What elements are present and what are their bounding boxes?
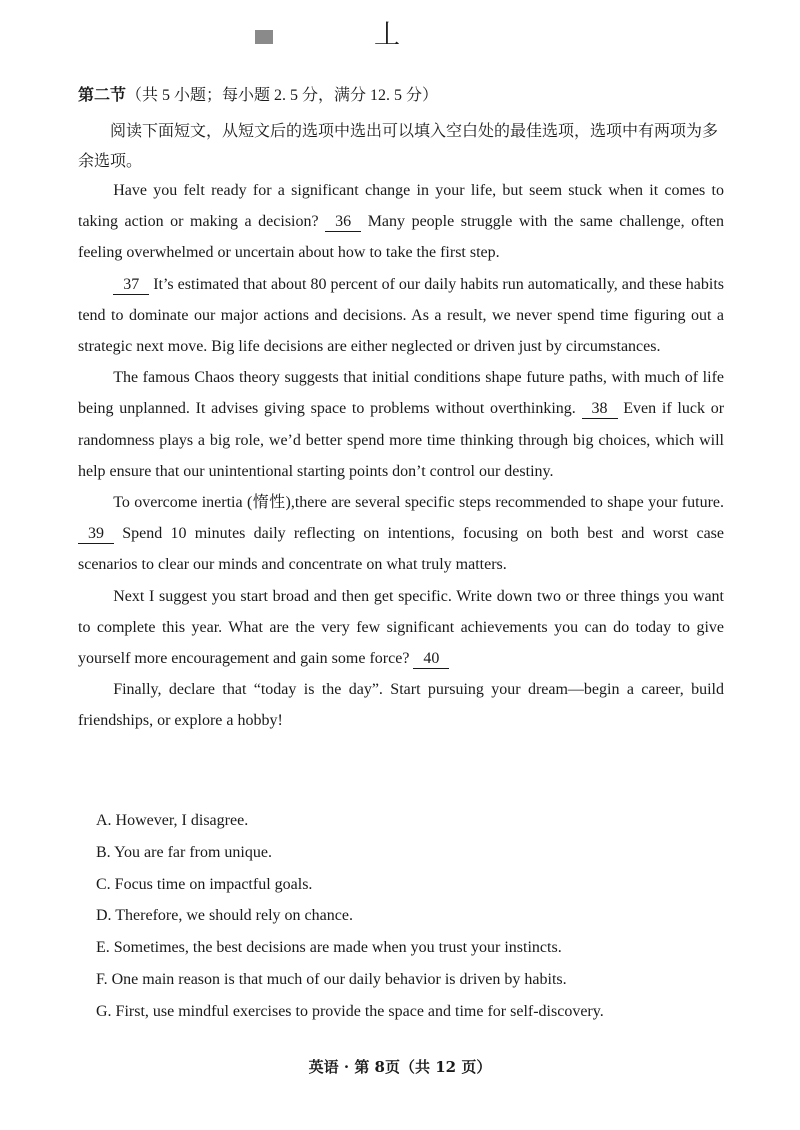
page-footer: 英语 · 第 8页（共 12 页） xyxy=(308,1058,492,1076)
blank-40: 40 xyxy=(413,650,449,669)
option-f: F. One main reason is that much of our daily behavior is driven by habits. xyxy=(96,970,567,988)
answer-options xyxy=(96,805,746,1028)
section-instructions: 阅读下面短文，从短文后的选项中选出可以填入空白处的最佳选项，选项中有两项为多余选项。 xyxy=(78,121,719,170)
option-c: C. Focus time on impactful goals. xyxy=(96,875,313,893)
header-glyph: 丄 xyxy=(374,20,401,50)
scan-mark xyxy=(255,30,273,44)
option-a: A. However, I disagree. xyxy=(96,812,249,829)
paragraph-1: Have you felt ready for a significant change in your life, but seem stuck when it comes to taking action or making a decision? 36 Many people struggle with the same challenge, often feeling overwhelmed or uncertain about how to take the first step. xyxy=(78,182,725,262)
blank-36: 36 xyxy=(325,213,361,232)
blank-37: 37 xyxy=(113,276,149,295)
blank-38: 38 xyxy=(582,400,618,419)
paragraph-2: 37 It’s estimated that about 80 percent of our daily habits run automatically, and these habits tend to dominate our major actions and decisions. As a result, we never spend time figuring out a strategic next move. Big life decisions are either neglected or driven just by circumstances. xyxy=(78,275,724,356)
option-d: D. Therefore, we should rely on chance. xyxy=(96,907,353,925)
paragraph-3: The famous Chaos theory suggests that initial conditions shape future paths, with much of life being unplanned. It advises giving space to problems without overthinking. 38 Even if luck or randomness plays a big role, we’d better spend more time thinking through big choices, which will help ensure that our unintentional starting points don’t control our destiny. xyxy=(78,369,725,480)
passage xyxy=(78,175,724,737)
blank-39: 39 xyxy=(78,525,114,544)
section-title: 第二节 xyxy=(78,87,127,104)
section-header xyxy=(78,86,778,106)
paragraph-5: Next I suggest you start broad and then get specific. Write down two or three things you want to complete this year. What are the very few significant achievements you can do today to give yourself more encouragement and gain some force? 40 xyxy=(78,587,724,668)
paragraph-6: Finally, declare that “today is the day”. Start pursuing your dream—begin a career, build friendships, or explore a hobby! xyxy=(78,681,724,730)
section-meta: （共 5 小题；每小题 2. 5 分，满分 12. 5 分） xyxy=(126,87,439,104)
option-g: G. First, use mindful exercises to provide the space and time for self-discovery. xyxy=(96,1002,604,1020)
paragraph-4: To overcome inertia (惰性),there are several specific steps recommended to shape your future. 39 Spend 10 minutes daily reflecting on intentions, focusing on both best and worst case scenarios to clear our minds and concentrate on what truly matters. xyxy=(78,494,724,574)
option-b: B. You are far from unique. xyxy=(96,843,272,861)
option-e: E. Sometimes, the best decisions are made when you trust your instincts. xyxy=(96,939,562,957)
